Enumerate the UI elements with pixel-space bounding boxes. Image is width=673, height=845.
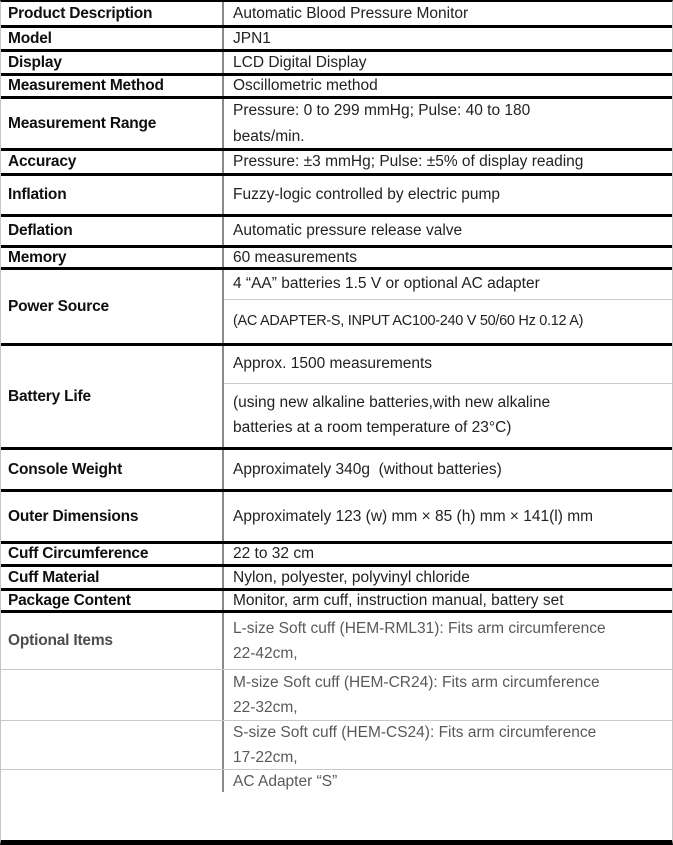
value-text: beats/min. (233, 127, 305, 145)
value-text: 22 to 32 cm (233, 545, 314, 562)
row-value (224, 670, 672, 720)
value-segment (224, 299, 672, 343)
value-text: 22-32cm, (233, 699, 298, 716)
row-label: Measurement Range (1, 99, 224, 148)
row-label: Memory (1, 248, 224, 267)
value-text: Fuzzy-logic controlled by electric pump (233, 186, 501, 203)
value-segment (224, 346, 672, 383)
table-row-model (1, 28, 672, 52)
table-row-inflation (1, 176, 672, 217)
value-text: batteries at a room temperature of 23°C) (233, 419, 512, 437)
row-label: Product Description (1, 2, 224, 25)
optional-subrow (1, 613, 672, 669)
row-label: Console Weight (1, 450, 224, 489)
optional-subrow (1, 669, 672, 720)
row-label: Package Content (1, 591, 224, 610)
row-value (224, 770, 672, 792)
table-row-optional-items (1, 613, 672, 792)
value-text: JPN1 (233, 29, 271, 47)
row-value (224, 2, 672, 25)
row-label: Optional Items (1, 613, 224, 669)
row-value (224, 591, 672, 610)
value-text: Pressure: 0 to 299 mmHg; Pulse: 40 to 180 (233, 101, 531, 119)
value-segment (224, 383, 672, 447)
row-value (224, 76, 672, 96)
table-row-cuff-material (1, 567, 672, 591)
value-text: M-size Soft cuff (HEM-CR24): Fits arm circumference (233, 674, 600, 691)
table-row-package-content (1, 591, 672, 613)
value-text: 22-42cm, (233, 645, 298, 662)
value-segment (224, 270, 672, 299)
row-value (224, 492, 672, 541)
value-text: Automatic pressure release valve (233, 222, 463, 239)
row-label: Measurement Method (1, 76, 224, 96)
value-text: Approximately 123 (w) mm × 85 (h) mm × 141(l) mm (233, 507, 594, 525)
row-value (224, 52, 672, 73)
table-row-memory (1, 248, 672, 270)
optional-subrow (1, 769, 672, 792)
value-text: 4 “AA” batteries 1.5 V or optional AC adapter (233, 275, 540, 293)
table-row-measurement-method (1, 76, 672, 99)
row-label: Battery Life (1, 346, 224, 447)
row-label: Display (1, 52, 224, 73)
table-row-accuracy (1, 151, 672, 176)
row-value (224, 151, 672, 173)
table-row-battery-life (1, 346, 672, 450)
row-value (224, 567, 672, 588)
value-text: Nylon, polyester, polyvinyl chloride (233, 568, 470, 586)
row-label: Inflation (1, 176, 224, 214)
value-text: LCD Digital Display (233, 53, 367, 71)
table-row-product-description (1, 2, 672, 28)
row-value (224, 544, 672, 564)
value-text: AC Adapter “S” (233, 772, 338, 790)
row-value (224, 28, 672, 49)
row-label: Deflation (1, 217, 224, 245)
table-row-measurement-range (1, 99, 672, 151)
row-value (224, 217, 672, 245)
row-label-empty (1, 770, 224, 792)
value-text: (AC ADAPTER-S, INPUT AC100-240 V 50/60 Hz 0.12 A) (233, 313, 584, 330)
row-label: Model (1, 28, 224, 49)
row-label-empty (1, 721, 224, 769)
row-label-empty (1, 670, 224, 720)
value-text: Approximately 340g (without batteries) (233, 460, 502, 478)
row-value (224, 270, 672, 343)
row-label: Cuff Circumference (1, 544, 224, 564)
value-text: Approx. 1500 measurements (233, 355, 433, 373)
optional-subrow (1, 720, 672, 769)
value-text: Pressure: ±3 mmHg; Pulse: ±5% of display reading (233, 153, 584, 170)
value-text: 60 measurements (233, 248, 358, 266)
row-label: Outer Dimensions (1, 492, 224, 541)
row-label: Power Source (1, 270, 224, 343)
row-value (224, 176, 672, 214)
value-text: S-size Soft cuff (HEM-CS24): Fits arm circumference (233, 724, 597, 741)
table-row-cuff-circumference (1, 544, 672, 567)
value-text: L-size Soft cuff (HEM-RML31): Fits arm circumference (233, 620, 606, 637)
table-row-deflation (1, 217, 672, 248)
value-text: Automatic Blood Pressure Monitor (233, 4, 469, 22)
row-value (224, 613, 672, 669)
table-row-outer-dimensions (1, 492, 672, 544)
row-value (224, 346, 672, 447)
row-value (224, 99, 672, 148)
row-value (224, 721, 672, 769)
row-label: Cuff Material (1, 567, 224, 588)
value-text: Oscillometric method (233, 77, 378, 94)
table-row-power-source (1, 270, 672, 346)
value-text: Monitor, arm cuff, instruction manual, battery set (233, 591, 564, 609)
value-text: 17-22cm, (233, 749, 298, 766)
row-label: Accuracy (1, 151, 224, 173)
table-row-display (1, 52, 672, 76)
row-value (224, 450, 672, 489)
table-row-console-weight (1, 450, 672, 492)
value-text: (using new alkaline batteries,with new alkaline (233, 394, 551, 412)
row-value (224, 248, 672, 267)
